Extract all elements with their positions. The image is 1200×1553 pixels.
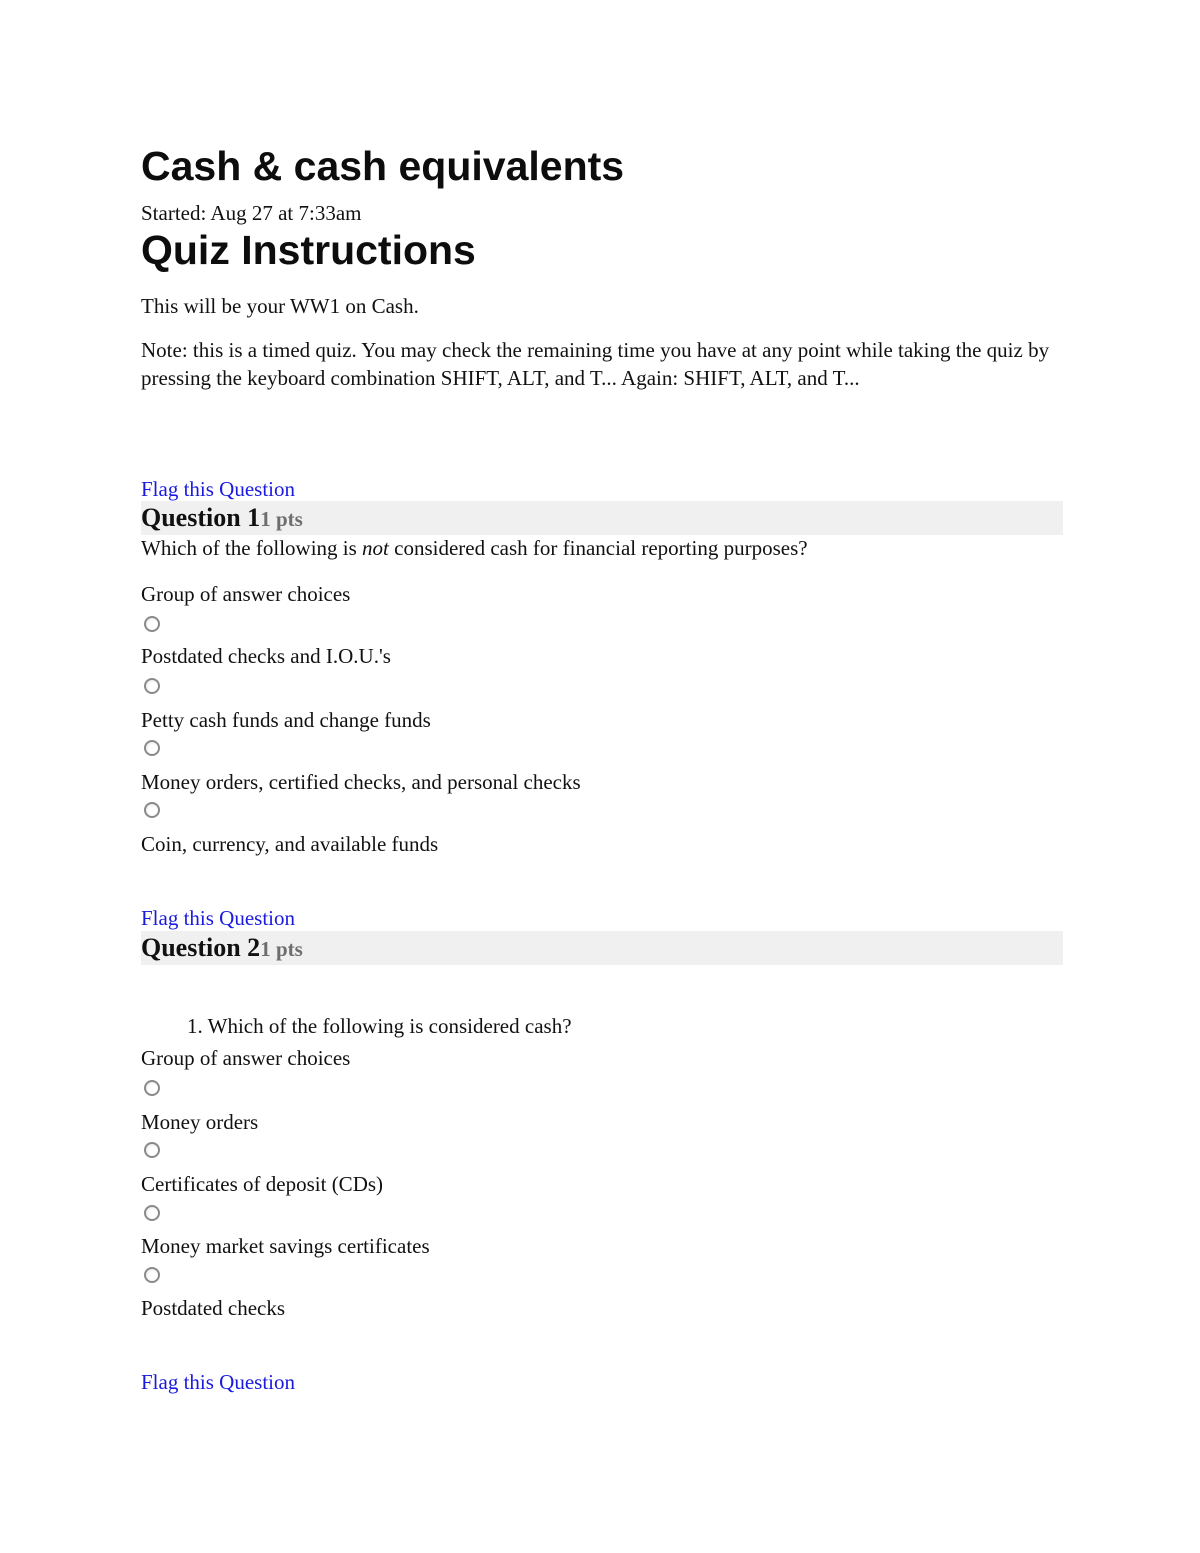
question-2-choice-3-radio[interactable] — [144, 1205, 160, 1221]
question-2-prompt-number: 1. — [187, 1014, 203, 1038]
question-2-points: 1 pts — [260, 937, 303, 961]
flag-question-3-link[interactable]: Flag this Question — [141, 1370, 296, 1394]
question-2-choice-2-label[interactable]: Certificates of deposit (CDs) — [141, 1172, 384, 1196]
question-1-prompt-start: Which of the following is — [141, 536, 363, 560]
page-title: Cash & cash equivalents — [141, 143, 625, 189]
question-1-choice-4-radio[interactable] — [144, 802, 160, 818]
question-1-choice-4-label[interactable]: Coin, currency, and available funds — [141, 832, 439, 856]
question-1-title — [141, 503, 303, 534]
question-1-choice-3-radio[interactable] — [144, 740, 160, 756]
question-1-label: Question 1 — [141, 503, 261, 532]
question-1-group-label: Group of answer choices — [141, 582, 351, 606]
instructions-intro: This will be your WW1 on Cash. — [141, 294, 419, 318]
question-2-prompt-text: Which of the following is considered cash? — [207, 1014, 572, 1038]
question-1-choice-2-radio[interactable] — [144, 678, 160, 694]
started-timestamp: Started: Aug 27 at 7:33am — [141, 201, 362, 225]
question-2-title — [141, 933, 303, 964]
question-1-prompt-emphasis: not — [362, 536, 389, 560]
flag-question-2-link[interactable]: Flag this Question — [141, 906, 296, 930]
question-2-prompt — [187, 1012, 572, 1040]
question-2-choice-4-label[interactable]: Postdated checks — [141, 1296, 286, 1320]
question-1-header — [141, 501, 1063, 535]
question-2-choice-1-label[interactable]: Money orders — [141, 1110, 259, 1134]
question-1-choice-2-label[interactable]: Petty cash funds and change funds — [141, 708, 431, 732]
question-2-label: Question 2 — [141, 933, 261, 962]
question-1-choice-1-radio[interactable] — [144, 616, 160, 632]
question-2-choice-1-radio[interactable] — [144, 1080, 160, 1096]
question-2-choice-4-radio[interactable] — [144, 1267, 160, 1283]
question-1-choice-3-label[interactable]: Money orders, certified checks, and personal checks — [141, 770, 581, 794]
flag-question-1-link[interactable]: Flag this Question — [141, 477, 296, 501]
question-1-prompt — [141, 534, 808, 562]
question-1-points: 1 pts — [260, 507, 303, 531]
question-1-choice-1-label[interactable]: Postdated checks and I.O.U.'s — [141, 644, 391, 668]
quiz-instructions-heading: Quiz Instructions — [141, 227, 476, 273]
question-2-choice-2-radio[interactable] — [144, 1142, 160, 1158]
question-1-prompt-end: considered cash for financial reporting purposes? — [388, 536, 808, 560]
question-2-header — [141, 931, 1063, 965]
question-2-choice-3-label[interactable]: Money market savings certificates — [141, 1234, 430, 1258]
question-2-group-label: Group of answer choices — [141, 1046, 351, 1070]
instructions-note: Note: this is a timed quiz. You may check the remaining time you have at any point while taking the quiz by pressing the keyboard combination SHIFT, ALT, and T... Again: SHIFT, ALT, and T... — [141, 338, 1050, 390]
